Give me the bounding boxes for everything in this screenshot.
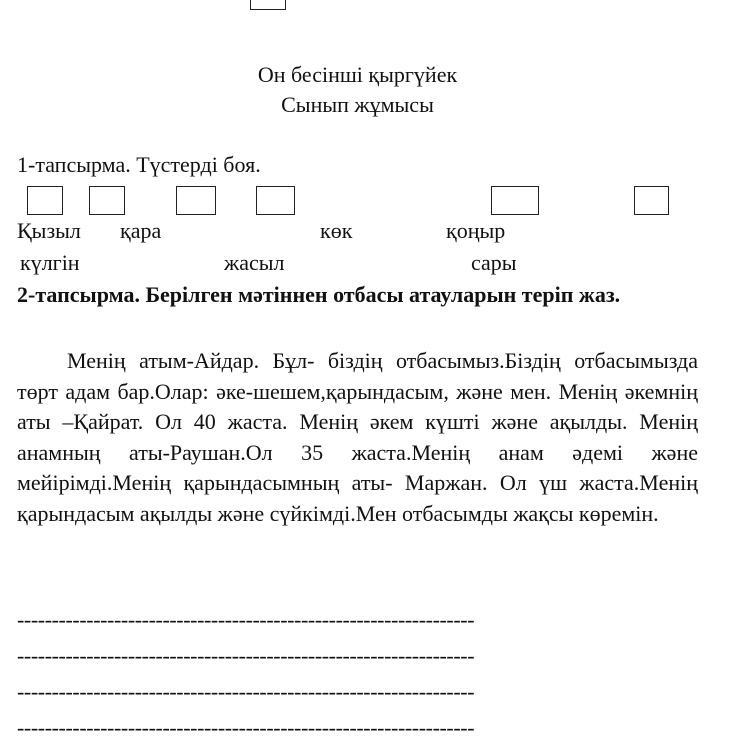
- color-label-red: Қызыл: [17, 218, 81, 243]
- color-label-green: жасыл: [224, 250, 285, 275]
- answer-line[interactable]: ------------------------------------------------------------------: [17, 715, 475, 740]
- color-box-yellow[interactable]: [491, 186, 539, 215]
- answer-line[interactable]: ------------------------------------------------------------------: [17, 679, 475, 704]
- task1-heading: 1-тапсырма. Түстерді боя.: [17, 152, 261, 177]
- family-text-paragraph: Менің атым-Айдар. Бұл- біздің отбасымыз.Біздің отбасымызда төрт адам бар.Олар: әке-шешем,қарындасым, және мен. Менің әкемнің аты –Қайрат. Ол 40 жаста. Менің әкем күшті және ақылды. Менің анамның аты-Раушан.Ол 35 жаста.Менің анам әдемі және мейірімді.Менің қарындасымның аты- Маржан. Ол үш жаста.Менің қарындасым ақылды және сүйкімді.Мен отбасымды жақсы көремін.: [17, 348, 698, 526]
- color-label-brown: қоңыр: [446, 218, 506, 243]
- color-box-extra[interactable]: [634, 186, 669, 215]
- page-date-title: Он бесінші қыргүйек: [257, 62, 458, 87]
- color-label-blue: көк: [320, 218, 353, 243]
- color-box-red[interactable]: [27, 186, 63, 215]
- color-box-purple[interactable]: [176, 186, 216, 215]
- color-box-green[interactable]: [256, 186, 295, 215]
- color-label-black: қара: [120, 218, 162, 243]
- color-box-black[interactable]: [89, 186, 125, 215]
- answer-line[interactable]: ------------------------------------------------------------------: [17, 643, 475, 668]
- answer-line[interactable]: ------------------------------------------------------------------: [17, 607, 475, 632]
- task2-heading: 2-тапсырма. Берілген мәтіннен отбасы атауларын теріп жаз.: [17, 282, 621, 307]
- page-subtitle: Сынып жұмысы: [281, 92, 434, 117]
- color-label-yellow: сары: [471, 250, 517, 275]
- color-label-purple: күлгін: [20, 250, 80, 275]
- top-answer-box: [250, 0, 286, 10]
